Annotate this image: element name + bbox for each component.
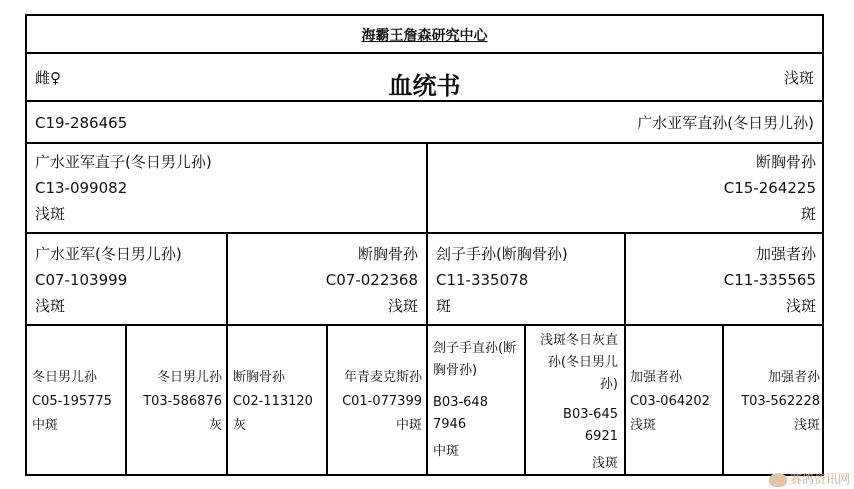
grandparent-cell	[228, 234, 428, 324]
great-grandparent-color: 浅斑	[630, 418, 657, 433]
grandparent-line: 断胸骨孙	[357, 245, 418, 263]
great-grandparent-cell	[228, 326, 328, 474]
grandparent-cell	[27, 234, 228, 324]
great-grandparent-ring: B03-6456921	[563, 407, 618, 444]
great-grandparent-cell	[428, 326, 526, 474]
site-watermark	[769, 470, 850, 487]
pigeon-logo-icon	[769, 473, 787, 487]
grandparents-row	[27, 234, 822, 326]
pedigree-sheet	[25, 14, 824, 476]
bird-color: 浅斑	[783, 69, 814, 87]
great-grandparent-ring: T03-562228	[741, 394, 820, 409]
great-grandparents-row	[27, 326, 822, 474]
great-grandparent-color: 灰	[208, 418, 222, 433]
sire-ring: C13-099082	[35, 179, 128, 197]
grandparent-line: 刽子手孙(断胸骨孙)	[436, 245, 568, 263]
great-grandparent-cell	[27, 326, 127, 474]
bird-ring: C19-286465	[35, 114, 128, 132]
grandparent-color: 斑	[436, 297, 452, 315]
bird-lineage: 广水亚军直孙(冬日男儿孙)	[637, 114, 814, 132]
grandparent-ring: C07-022368	[325, 271, 418, 289]
great-grandparent-cell	[626, 326, 724, 474]
grandparent-ring: C11-335078	[436, 271, 529, 289]
document-title: 血统书	[388, 72, 461, 100]
great-grandparent-ring: B03-6487946	[433, 395, 488, 432]
great-grandparent-line: 断胸骨孙	[233, 370, 286, 385]
dam-color: 斑	[800, 205, 816, 223]
great-grandparent-ring: C02-113120	[233, 394, 313, 409]
great-grandparent-line: 年青麦克斯孙	[343, 370, 422, 385]
grandparent-color: 浅斑	[387, 297, 418, 315]
grandparent-line: 加强者孙	[755, 245, 816, 263]
sire-color: 浅斑	[35, 205, 66, 223]
great-grandparent-color: 中斑	[433, 444, 460, 459]
great-grandparent-color: 浅斑	[591, 456, 618, 471]
great-grandparent-cell	[526, 326, 626, 474]
great-grandparent-ring: C03-064202	[630, 394, 710, 409]
great-grandparent-line: 刽子手直孙(断胸骨孙)	[433, 341, 517, 378]
grandparent-cell	[626, 234, 824, 324]
dam-line: 断胸骨孙	[755, 153, 816, 171]
title-row	[27, 54, 822, 102]
great-grandparent-line: 浅斑冬日灰直孙(冬日男儿孙)	[539, 333, 618, 392]
great-grandparent-line: 加强者孙	[767, 370, 820, 385]
grandparent-ring: C11-335565	[723, 271, 816, 289]
org-name: 海霸王詹森研究中心	[361, 28, 488, 44]
gender-label: 雌♀	[35, 69, 61, 87]
great-grandparent-color: 灰	[233, 418, 247, 433]
great-grandparent-cell	[328, 326, 428, 474]
grandparent-color: 浅斑	[35, 297, 66, 315]
great-grandparent-line: 冬日男儿孙	[32, 370, 98, 385]
grandparent-line: 广水亚军(冬日男儿孙)	[35, 245, 182, 263]
watermark-text: 赛鸽资讯网	[789, 472, 850, 486]
sire-line: 广水亚军直子(冬日男儿孙)	[35, 153, 212, 171]
grandparent-ring: C07-103999	[35, 271, 128, 289]
dam-ring: C15-264225	[723, 179, 816, 197]
great-grandparent-ring: C01-077399	[342, 394, 422, 409]
great-grandparent-color: 浅斑	[793, 418, 820, 433]
great-grandparent-ring: C05-195775	[32, 394, 112, 409]
grandparent-cell	[428, 234, 626, 324]
grandparent-color: 浅斑	[785, 297, 816, 315]
great-grandparent-color: 中斑	[32, 418, 59, 433]
bird-row	[27, 102, 822, 144]
great-grandparent-line: 冬日男儿孙	[156, 370, 222, 385]
org-row	[27, 16, 822, 54]
sire-cell	[27, 144, 428, 232]
great-grandparent-ring: T03-586876	[143, 394, 222, 409]
great-grandparent-cell	[127, 326, 228, 474]
parents-row	[27, 144, 822, 234]
great-grandparent-color: 中斑	[395, 418, 422, 433]
dam-cell	[428, 144, 824, 232]
great-grandparent-line: 加强者孙	[630, 370, 683, 385]
great-grandparent-cell	[724, 326, 824, 474]
